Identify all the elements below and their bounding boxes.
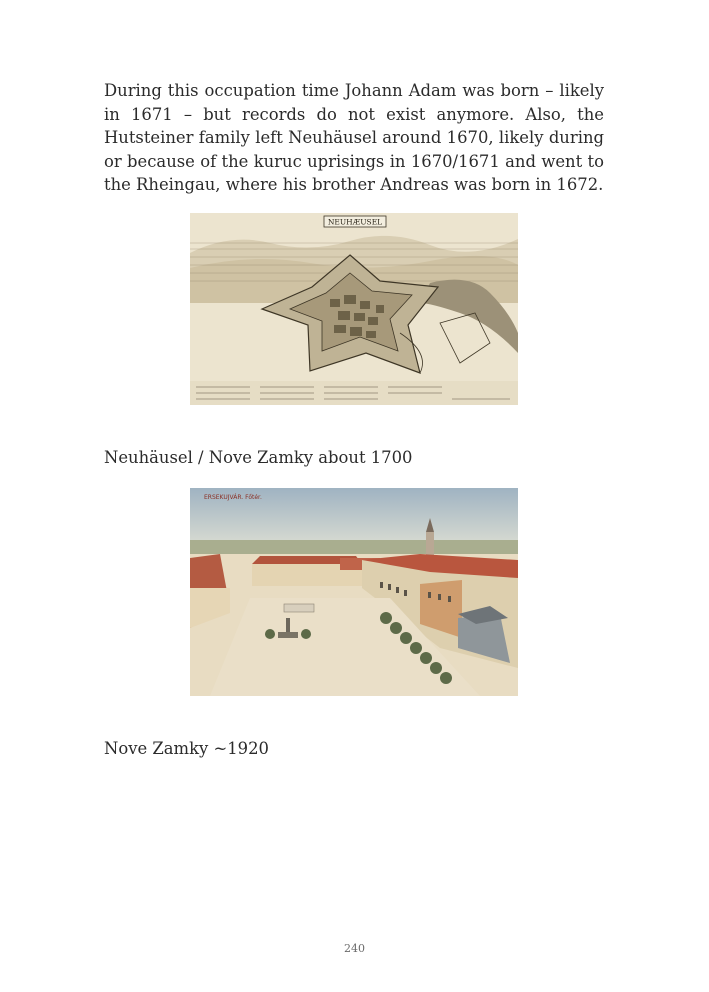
figure1-caption: Neuhäusel / Nove Zamky about 1700 — [104, 448, 413, 467]
figure2-caption: Nove Zamky ~1920 — [104, 739, 269, 758]
engraving-banner-text: NEUHÆUSEL — [327, 217, 383, 227]
fortress-engraving-image — [190, 213, 518, 405]
town-square-postcard-drawing — [190, 488, 518, 696]
fortress-engraving-drawing — [190, 213, 518, 405]
town-square-postcard-image — [190, 488, 518, 696]
page-number: 240 — [344, 942, 365, 955]
postcard-corner-text: ERSEKUJVÁR. Főtér. — [204, 494, 262, 501]
body-paragraph: During this occupation time Johann Adam was born – likely in 1671 – but records do not exist anymore. Also, the Hutsteiner family left Neuhäusel around 1670, likely during or because of the kuruc uprisings in 1670/1671 and went to the Rheingau, where his brother Andreas was born in 1672. — [104, 81, 604, 194]
